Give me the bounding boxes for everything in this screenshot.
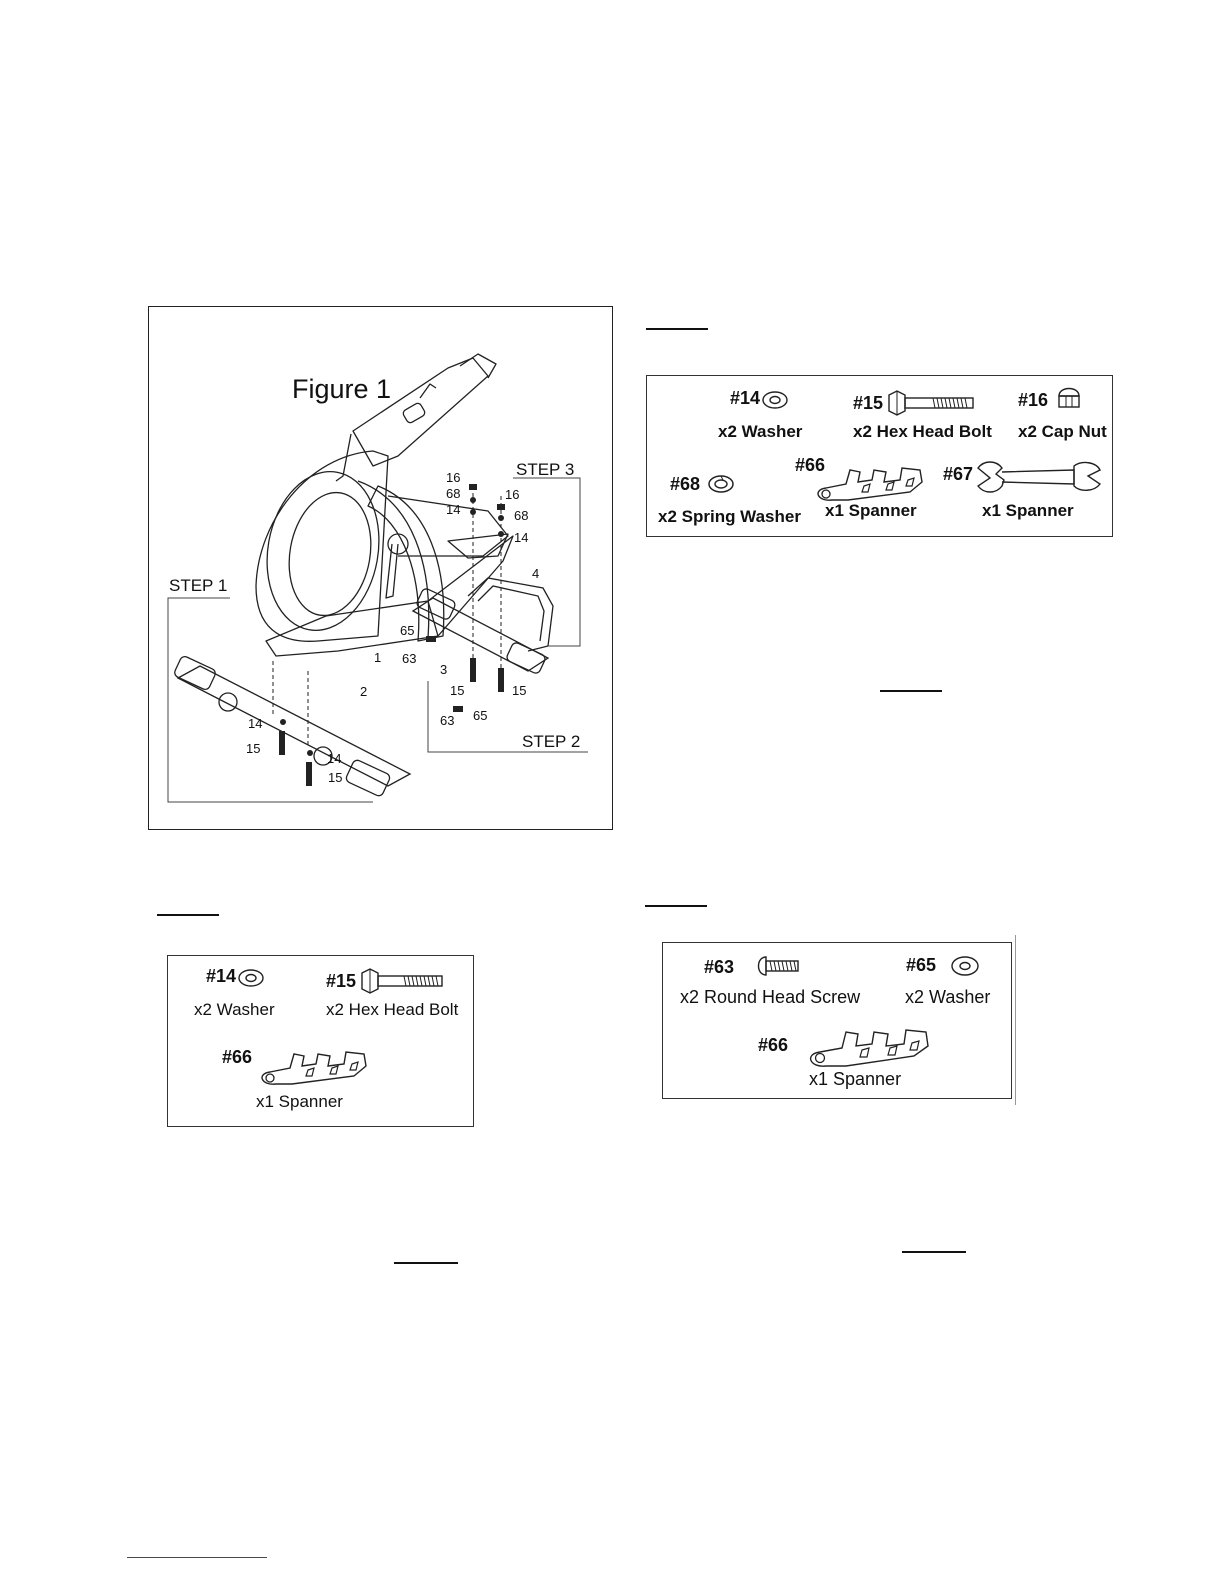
step2-label: STEP 2 xyxy=(522,732,581,751)
callout-14: 14 xyxy=(514,530,529,545)
part-desc-68: x2 Spring Washer xyxy=(658,507,801,526)
heading-underline xyxy=(157,914,219,916)
part-desc-66: x1 Spanner xyxy=(825,501,917,520)
callout-15: 15 xyxy=(328,770,343,785)
part-desc-16: x2 Cap Nut xyxy=(1018,422,1107,441)
callout-63: 63 xyxy=(402,651,417,666)
part-desc-67: x1 Spanner xyxy=(982,501,1074,520)
heading-underline xyxy=(902,1251,966,1253)
part-desc-14: x2 Washer xyxy=(194,1000,275,1019)
front-stabilizer-part-2 xyxy=(173,655,410,797)
washer-icon xyxy=(762,390,790,410)
cap-nut-icon xyxy=(1056,382,1082,410)
step1-label: STEP 1 xyxy=(169,576,228,595)
spanner-icon xyxy=(800,1020,930,1068)
part-desc-66: x1 Spanner xyxy=(256,1092,343,1111)
part-number-67: #67 xyxy=(943,464,974,484)
callout-15: 15 xyxy=(246,741,261,756)
callout-14: 14 xyxy=(446,502,461,517)
callout-14: 14 xyxy=(248,716,263,731)
callout-15: 15 xyxy=(450,683,465,698)
heading-underline xyxy=(646,328,708,330)
callout-14: 14 xyxy=(327,751,342,766)
part-number-15: #15 xyxy=(326,971,357,991)
callout-63: 63 xyxy=(440,713,455,728)
part-desc-63: x2 Round Head Screw xyxy=(680,987,861,1007)
callout-2: 2 xyxy=(360,684,368,699)
callout-3: 3 xyxy=(440,662,448,677)
part-number-15: #15 xyxy=(853,393,884,413)
part-number-16: #16 xyxy=(1018,390,1049,410)
spanner-icon xyxy=(808,460,923,502)
callout-16: 16 xyxy=(505,487,520,502)
part-desc-65: x2 Washer xyxy=(905,987,991,1007)
step3-bracket xyxy=(513,478,580,646)
footer-link-underline xyxy=(127,1557,267,1558)
step3-label: STEP 3 xyxy=(516,460,575,479)
washer-icon xyxy=(238,968,266,988)
callout-1: 1 xyxy=(374,650,382,665)
callout-65: 65 xyxy=(400,623,415,638)
rear-stabilizer-part-3 xyxy=(413,587,548,674)
flywheel-housing xyxy=(256,451,388,641)
part-number-63: #63 xyxy=(704,957,735,977)
spring-washer-icon xyxy=(707,473,737,495)
part-number-68: #68 xyxy=(670,474,701,494)
heading-underline xyxy=(394,1262,458,1264)
figure-title: Figure 1 xyxy=(292,374,392,404)
console-arm xyxy=(353,358,488,466)
bracket-part-4 xyxy=(468,578,553,651)
heading-underline xyxy=(645,905,707,907)
hex-head-bolt-icon xyxy=(360,968,446,994)
base-frame-part-1 xyxy=(266,536,513,656)
part-desc-14: x2 Washer xyxy=(718,422,803,441)
open-end-spanner-icon xyxy=(974,458,1104,498)
callout-65: 65 xyxy=(473,708,488,723)
callout-15: 15 xyxy=(512,683,527,698)
part-number-14: #14 xyxy=(730,388,761,408)
part-number-66: #66 xyxy=(795,455,826,475)
part-desc-15: x2 Hex Head Bolt xyxy=(853,422,992,441)
part-desc-66: x1 Spanner xyxy=(809,1069,902,1089)
washer-icon xyxy=(951,955,981,977)
callout-68: 68 xyxy=(446,486,461,501)
part-number-66: #66 xyxy=(222,1047,253,1067)
heading-underline xyxy=(880,690,942,692)
spanner-icon xyxy=(252,1044,367,1086)
scan-edge-line xyxy=(1015,935,1016,1105)
callout-4: 4 xyxy=(532,566,540,581)
part-desc-15: x2 Hex Head Bolt xyxy=(326,1000,459,1019)
callout-68: 68 xyxy=(514,508,529,523)
part-number-66: #66 xyxy=(758,1035,789,1055)
callout-16: 16 xyxy=(446,470,461,485)
round-head-screw-icon xyxy=(752,955,802,977)
hex-head-bolt-icon xyxy=(887,390,977,416)
part-number-14: #14 xyxy=(206,966,237,986)
part-number-65: #65 xyxy=(906,955,937,975)
